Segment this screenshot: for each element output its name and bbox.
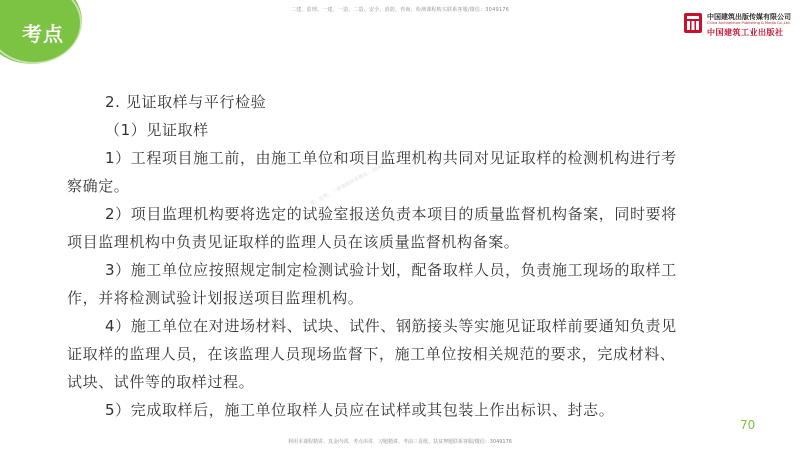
paragraph-line: 5）完成取样后，施工单位取样人员应在试样或其包装上作出标识、封志。 bbox=[105, 401, 615, 419]
paragraph-line: 1）工程项目施工前，由施工单位和项目监理机构共同对见证取样的检测机构进行考 bbox=[105, 149, 677, 167]
paragraph-4 bbox=[67, 312, 737, 396]
topic-badge-label: 考点 bbox=[22, 22, 64, 46]
publisher-logo bbox=[683, 10, 795, 40]
paragraph-line: 3）施工单位应按照规定制定检测试验计划，配备取样人员，负责施工现场的取样工 bbox=[105, 261, 677, 279]
bottom-watermark-note: 利用本课程精讲、真金内训、考点串讲、习题精讲、考前三页纸、扶贫押题联系客服/微信：3049176 bbox=[288, 439, 512, 445]
publisher-calligraphy: 中国建筑工业出版社 bbox=[707, 27, 784, 37]
paragraph-line: 证取样的监理人员，在该监理人员现场监督下，施工单位按相关规范的要求，完成材料、 bbox=[67, 345, 676, 363]
paragraph-1 bbox=[67, 144, 737, 200]
page-number: 70 bbox=[740, 418, 756, 432]
paragraph-5 bbox=[67, 396, 737, 424]
paragraph-line: 作，并将检测试验计划报送项目监理机构。 bbox=[67, 289, 364, 307]
top-watermark-note: 二建、监理、一建、一造、二造、安全、消防、咨询、检测课程购买联系客服/微信：304917​6 bbox=[291, 7, 509, 13]
publisher-english-name: China Architecture Publishing & Media Co.,Ltd. bbox=[707, 21, 791, 25]
diagonal-watermark: 二建、监理、一建课程联系微信：3049176 bbox=[304, 158, 394, 210]
subsection-title: （1）见证取样 bbox=[105, 121, 209, 139]
publisher-name: 中国建筑出版传媒有限公司 bbox=[707, 13, 791, 21]
paragraph-line: 2）项目监理机构要将选定的试验室报送负责本项目的质量监督机构备案，同时要将 bbox=[105, 205, 677, 223]
paragraph-line: 4）施工单位在对进场材料、试块、试件、钢筋接头等实施见证取样前要通知负责见 bbox=[105, 317, 677, 335]
publisher-emblem-icon bbox=[683, 12, 703, 34]
paragraph-line: 项目监理机构中负责见证取样的监理人员在该质量监督机构备案。 bbox=[67, 233, 520, 251]
paragraph-3 bbox=[67, 256, 737, 312]
slide-content bbox=[67, 88, 737, 424]
paragraph-line: 试块、试件等的取样过程。 bbox=[67, 373, 255, 391]
paragraph-line: 察确定。 bbox=[67, 177, 130, 195]
section-title: 2. 见证取样与平行检验 bbox=[105, 93, 267, 111]
paragraph-2 bbox=[67, 200, 737, 256]
